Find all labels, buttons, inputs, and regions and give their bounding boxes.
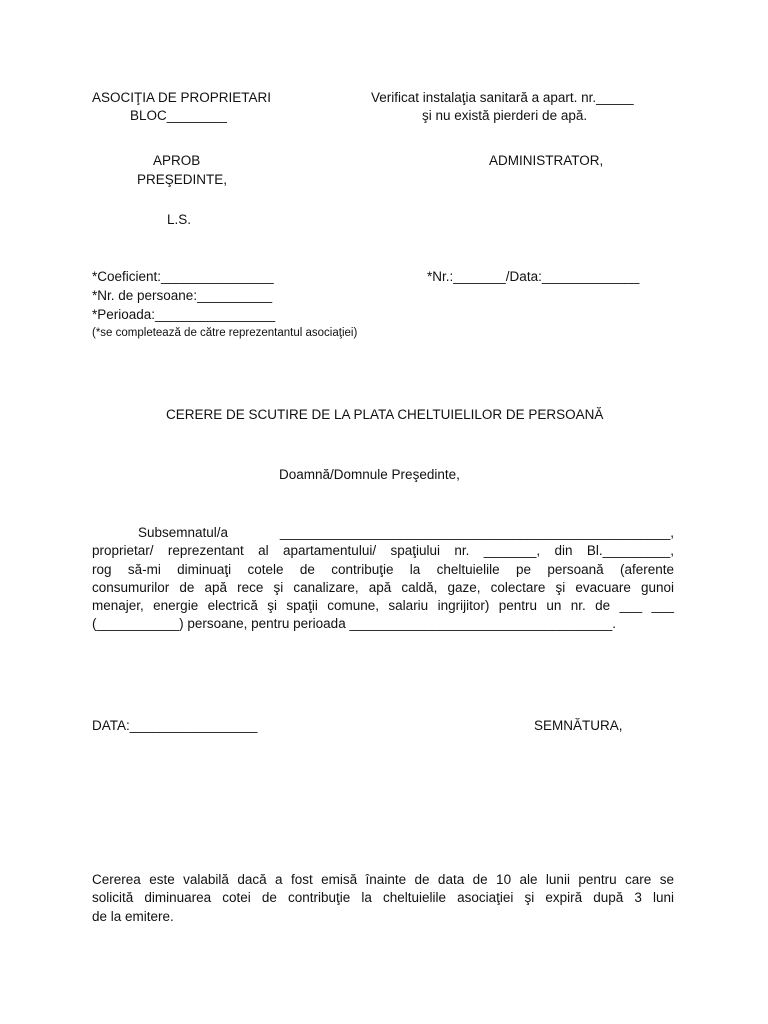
verified-line-2: şi nu există pierderi de apă. [422,108,588,123]
association-title: ASOCIŢIA DE PROPRIETARI [92,90,272,105]
completion-note: (*se completează de către reprezentantul asociaţiei) [92,327,358,339]
aprob-label: APROB [153,153,201,168]
body-line: Subsemnatul/a ____________________________________________________, [138,525,674,540]
perioada-field: *Perioada:________________ [92,307,276,322]
footer-line: Cererea este valabilă dacă a fost emisă înainte de data de 10 ale lunii pentru care se [92,872,674,887]
body-line: rog să-mi diminuaţi cotele de contribuţie la cheltuielile pe persoană (aferente [92,561,674,577]
bloc-field: BLOC________ [130,108,227,123]
footer-line: de la emitere. [92,908,174,924]
request-title: CERERE DE SCUTIRE DE LA PLATA CHELTUIELILOR DE PERSOANĂ [166,407,604,422]
body-line: proprietar/ reprezentant al apartamentului/ spaţiului nr. _______, din Bl._________, [92,543,674,559]
salutation: Doamnă/Domnule Preşedinte, [279,467,460,482]
nr-data-field: *Nr.:_______/Data:_____________ [427,269,640,284]
footer-line: solicită diminuarea cotei de contribuţie la cheltuielile asociaţiei şi expiră după 3 luni [92,890,674,906]
request-body [92,524,674,634]
body-line: consumurilor de apă rece şi canalizare, apă caldă, gaze, colectare şi evacuare gunoi [92,579,674,595]
administrator-label: ADMINISTRATOR, [489,153,604,168]
date-field: DATA:_________________ [92,718,258,733]
validity-note [92,871,674,926]
coeficient-field: *Coeficient:_______________ [92,269,274,284]
signature-label: SEMNĂTURA, [534,718,623,733]
ls-label: L.S. [167,212,192,227]
body-line: menajer, energie electrică şi spaţii comune, salariu ingrijitor) pentru un nr. de ___ ___ [92,598,674,614]
presedinte-label: PREŞEDINTE, [137,172,228,187]
verified-line-1: Verificat instalaţia sanitară a apart. nr._____ [371,90,634,105]
nr-persoane-field: *Nr. de persoane:__________ [92,288,273,303]
body-line: (___________) persoane, pentru perioada ___________________________________. [92,616,616,632]
